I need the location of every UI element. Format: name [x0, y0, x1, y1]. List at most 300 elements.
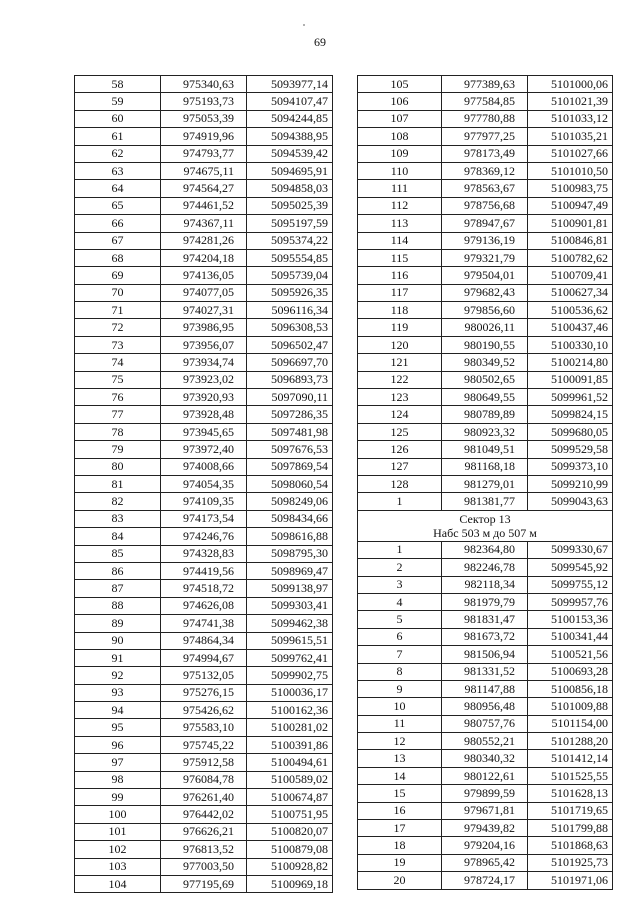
y-coordinate-cell: 5100969,18: [247, 875, 333, 892]
x-coordinate-cell: 974281,26: [161, 232, 247, 249]
y-coordinate-cell: 5095197,59: [247, 215, 333, 232]
y-coordinate-cell: 5100162,36: [247, 702, 333, 719]
x-coordinate-cell: 974367,11: [161, 215, 247, 232]
y-coordinate-cell: 5094107,47: [247, 93, 333, 110]
y-coordinate-cell: 5093977,14: [247, 76, 333, 93]
table-row: [358, 336, 613, 353]
point-number-cell: 73: [75, 336, 161, 353]
x-coordinate-cell: 973934,74: [161, 354, 247, 371]
x-coordinate-cell: 977780,88: [442, 110, 528, 127]
x-coordinate-cell: 980190,55: [442, 336, 528, 353]
x-coordinate-cell: 980757,76: [442, 715, 528, 732]
point-number-cell: 70: [75, 284, 161, 301]
table-row: [75, 319, 333, 336]
x-coordinate-cell: 974419,56: [161, 562, 247, 579]
x-coordinate-cell: 981979,79: [442, 593, 528, 610]
x-coordinate-cell: 974204,18: [161, 249, 247, 266]
y-coordinate-cell: 5101971,06: [528, 872, 613, 889]
table-row: [358, 354, 613, 371]
page-number: 69: [314, 35, 326, 49]
y-coordinate-cell: 5098249,06: [247, 493, 333, 510]
x-coordinate-cell: 980502,65: [442, 371, 528, 388]
table-row: [358, 680, 613, 697]
table-row: [75, 371, 333, 388]
x-coordinate-cell: 979899,59: [442, 785, 528, 802]
point-number-cell: 93: [75, 684, 161, 701]
x-coordinate-cell: 979204,16: [442, 837, 528, 854]
x-coordinate-cell: 973986,95: [161, 319, 247, 336]
y-coordinate-cell: 5099330,67: [528, 541, 613, 558]
point-number-cell: 75: [75, 371, 161, 388]
table-row: [358, 715, 613, 732]
point-number-cell: 59: [75, 93, 161, 110]
point-number-cell: 102: [75, 841, 161, 858]
table-row: [75, 719, 333, 736]
table-row: [358, 663, 613, 680]
point-number-cell: 115: [358, 249, 442, 266]
table-row: [358, 698, 613, 715]
y-coordinate-cell: 5098434,66: [247, 510, 333, 527]
x-coordinate-cell: 978563,67: [442, 180, 528, 197]
y-coordinate-cell: 5101021,39: [528, 93, 613, 110]
x-coordinate-cell: 975132,05: [161, 667, 247, 684]
scan-speck: [303, 24, 305, 26]
y-coordinate-cell: 5099961,52: [528, 389, 613, 406]
y-coordinate-cell: 5094388,95: [247, 128, 333, 145]
y-coordinate-cell: 5100901,81: [528, 215, 613, 232]
table-row: [75, 128, 333, 145]
x-coordinate-cell: 980789,89: [442, 406, 528, 423]
x-coordinate-cell: 974173,54: [161, 510, 247, 527]
point-number-cell: 99: [75, 789, 161, 806]
table-row: [75, 806, 333, 823]
table-row: [358, 128, 613, 145]
y-coordinate-cell: 5099545,92: [528, 559, 613, 576]
y-coordinate-cell: 5100153,36: [528, 611, 613, 628]
table-row: [75, 771, 333, 788]
point-number-cell: 9: [358, 680, 442, 697]
x-coordinate-cell: 976261,40: [161, 789, 247, 806]
point-number-cell: 14: [358, 767, 442, 784]
sector-header-cell: [358, 510, 613, 541]
point-number-cell: 1: [358, 493, 442, 510]
table-row: [75, 406, 333, 423]
y-coordinate-cell: 5094244,85: [247, 110, 333, 127]
point-number-cell: 126: [358, 441, 442, 458]
table-row: [75, 858, 333, 875]
y-coordinate-cell: 5100214,80: [528, 354, 613, 371]
point-number-cell: 116: [358, 267, 442, 284]
point-number-cell: 11: [358, 715, 442, 732]
y-coordinate-cell: 5099680,05: [528, 423, 613, 440]
point-number-cell: 69: [75, 267, 161, 284]
table-row: [358, 302, 613, 319]
x-coordinate-cell: 976084,78: [161, 771, 247, 788]
point-number-cell: 12: [358, 733, 442, 750]
point-number-cell: 17: [358, 820, 442, 837]
point-number-cell: 62: [75, 145, 161, 162]
y-coordinate-cell: 5095374,22: [247, 232, 333, 249]
x-coordinate-cell: 974109,35: [161, 493, 247, 510]
table-row: [358, 872, 613, 889]
y-coordinate-cell: 5101799,88: [528, 820, 613, 837]
point-number-cell: 97: [75, 754, 161, 771]
table-row: [75, 249, 333, 266]
y-coordinate-cell: 5098795,30: [247, 545, 333, 562]
x-coordinate-cell: 979682,43: [442, 284, 528, 301]
y-coordinate-cell: 5101010,50: [528, 162, 613, 179]
y-coordinate-cell: 5100782,62: [528, 249, 613, 266]
point-number-cell: 4: [358, 593, 442, 610]
point-number-cell: 120: [358, 336, 442, 353]
point-number-cell: 61: [75, 128, 161, 145]
table-row: [75, 493, 333, 510]
y-coordinate-cell: 5100983,75: [528, 180, 613, 197]
x-coordinate-cell: 981506,94: [442, 646, 528, 663]
table-row: [75, 110, 333, 127]
x-coordinate-cell: 980956,48: [442, 698, 528, 715]
x-coordinate-cell: 974675,11: [161, 162, 247, 179]
table-row: [358, 837, 613, 854]
point-number-cell: 92: [75, 667, 161, 684]
coordinates-table-left: [74, 75, 333, 893]
y-coordinate-cell: 5094539,42: [247, 145, 333, 162]
x-coordinate-cell: 981049,51: [442, 441, 528, 458]
table-row: [358, 423, 613, 440]
x-coordinate-cell: 974027,31: [161, 302, 247, 319]
point-number-cell: 79: [75, 441, 161, 458]
point-number-cell: 80: [75, 458, 161, 475]
y-coordinate-cell: 5100627,34: [528, 284, 613, 301]
point-number-cell: 58: [75, 76, 161, 93]
point-number-cell: 108: [358, 128, 442, 145]
table-row: [75, 823, 333, 840]
x-coordinate-cell: 973920,93: [161, 389, 247, 406]
y-coordinate-cell: 5100281,02: [247, 719, 333, 736]
table-row: [358, 854, 613, 871]
point-number-cell: 82: [75, 493, 161, 510]
x-coordinate-cell: 975276,15: [161, 684, 247, 701]
table-row: [75, 76, 333, 93]
table-row: [75, 441, 333, 458]
table-row: [75, 180, 333, 197]
table-row: [75, 423, 333, 440]
coordinates-table-right-body-top: [358, 76, 613, 511]
y-coordinate-cell: 5100751,95: [247, 806, 333, 823]
x-coordinate-cell: 978756,68: [442, 197, 528, 214]
x-coordinate-cell: 979439,82: [442, 820, 528, 837]
y-coordinate-cell: 5096308,53: [247, 319, 333, 336]
point-number-cell: 113: [358, 215, 442, 232]
x-coordinate-cell: 979671,81: [442, 802, 528, 819]
table-row: [358, 733, 613, 750]
y-coordinate-cell: 5097676,53: [247, 441, 333, 458]
x-coordinate-cell: 979136,19: [442, 232, 528, 249]
point-number-cell: 5: [358, 611, 442, 628]
table-row: [75, 197, 333, 214]
x-coordinate-cell: 974136,05: [161, 267, 247, 284]
x-coordinate-cell: 981331,52: [442, 663, 528, 680]
y-coordinate-cell: 5097869,54: [247, 458, 333, 475]
table-row: [75, 215, 333, 232]
x-coordinate-cell: 973928,48: [161, 406, 247, 423]
point-number-cell: 74: [75, 354, 161, 371]
x-coordinate-cell: 974919,96: [161, 128, 247, 145]
table-row: [358, 215, 613, 232]
x-coordinate-cell: 975912,58: [161, 754, 247, 771]
y-coordinate-cell: 5100846,81: [528, 232, 613, 249]
table-row: [358, 493, 613, 510]
table-row: [358, 593, 613, 610]
table-row: [75, 458, 333, 475]
point-number-cell: 3: [358, 576, 442, 593]
point-number-cell: 110: [358, 162, 442, 179]
point-number-cell: 6: [358, 628, 442, 645]
table-row: [75, 354, 333, 371]
table-row: [75, 875, 333, 892]
y-coordinate-cell: 5100091,85: [528, 371, 613, 388]
point-number-cell: 88: [75, 597, 161, 614]
point-number-cell: 77: [75, 406, 161, 423]
x-coordinate-cell: 974008,66: [161, 458, 247, 475]
x-coordinate-cell: 974564,27: [161, 180, 247, 197]
x-coordinate-cell: 976813,52: [161, 841, 247, 858]
y-coordinate-cell: 5100693,28: [528, 663, 613, 680]
point-number-cell: 19: [358, 854, 442, 871]
x-coordinate-cell: 982246,78: [442, 559, 528, 576]
point-number-cell: 65: [75, 197, 161, 214]
y-coordinate-cell: 5099902,75: [247, 667, 333, 684]
table-row: [75, 510, 333, 527]
table-row: [358, 249, 613, 266]
point-number-cell: 98: [75, 771, 161, 788]
table-row: [75, 302, 333, 319]
sector-subtitle: Набс 503 м до 507 м: [433, 525, 537, 540]
x-coordinate-cell: 976442,02: [161, 806, 247, 823]
y-coordinate-cell: 5095554,85: [247, 249, 333, 266]
point-number-cell: 89: [75, 615, 161, 632]
point-number-cell: 72: [75, 319, 161, 336]
y-coordinate-cell: 5101628,13: [528, 785, 613, 802]
table-row: [358, 820, 613, 837]
x-coordinate-cell: 979856,60: [442, 302, 528, 319]
y-coordinate-cell: 5099138,97: [247, 580, 333, 597]
x-coordinate-cell: 977003,50: [161, 858, 247, 875]
point-number-cell: 96: [75, 736, 161, 753]
point-number-cell: 117: [358, 284, 442, 301]
table-row: [75, 162, 333, 179]
table-row: [358, 284, 613, 301]
x-coordinate-cell: 973923,02: [161, 371, 247, 388]
table-row: [75, 336, 333, 353]
table-row: [358, 180, 613, 197]
x-coordinate-cell: 981147,88: [442, 680, 528, 697]
y-coordinate-cell: 5101525,55: [528, 767, 613, 784]
table-row: [358, 197, 613, 214]
point-number-cell: 128: [358, 475, 442, 492]
y-coordinate-cell: 5101027,66: [528, 145, 613, 162]
x-coordinate-cell: 974518,72: [161, 580, 247, 597]
table-row: [75, 684, 333, 701]
table-row: [75, 754, 333, 771]
x-coordinate-cell: 974864,34: [161, 632, 247, 649]
table-row: [75, 545, 333, 562]
x-coordinate-cell: 980122,61: [442, 767, 528, 784]
point-number-cell: 105: [358, 76, 442, 93]
point-number-cell: 15: [358, 785, 442, 802]
point-number-cell: 66: [75, 215, 161, 232]
x-coordinate-cell: 974077,05: [161, 284, 247, 301]
y-coordinate-cell: 5099373,10: [528, 458, 613, 475]
y-coordinate-cell: 5099824,15: [528, 406, 613, 423]
table-row: [75, 528, 333, 545]
x-coordinate-cell: 973956,07: [161, 336, 247, 353]
y-coordinate-cell: 5098060,54: [247, 475, 333, 492]
x-coordinate-cell: 977584,85: [442, 93, 528, 110]
point-number-cell: 67: [75, 232, 161, 249]
y-coordinate-cell: 5100947,49: [528, 197, 613, 214]
y-coordinate-cell: 5096116,34: [247, 302, 333, 319]
point-number-cell: 123: [358, 389, 442, 406]
y-coordinate-cell: 5101000,06: [528, 76, 613, 93]
y-coordinate-cell: 5095739,04: [247, 267, 333, 284]
table-row: [358, 406, 613, 423]
point-number-cell: 100: [75, 806, 161, 823]
table-row: [358, 389, 613, 406]
point-number-cell: 119: [358, 319, 442, 336]
y-coordinate-cell: 5100589,02: [247, 771, 333, 788]
x-coordinate-cell: 975193,73: [161, 93, 247, 110]
y-coordinate-cell: 5099303,41: [247, 597, 333, 614]
table-row: [358, 541, 613, 558]
point-number-cell: 1: [358, 541, 442, 558]
point-number-cell: 121: [358, 354, 442, 371]
x-coordinate-cell: 978965,42: [442, 854, 528, 871]
x-coordinate-cell: 980552,21: [442, 733, 528, 750]
y-coordinate-cell: 5101033,12: [528, 110, 613, 127]
x-coordinate-cell: 975340,63: [161, 76, 247, 93]
point-number-cell: 63: [75, 162, 161, 179]
table-row: [358, 475, 613, 492]
point-number-cell: 106: [358, 93, 442, 110]
y-coordinate-cell: 5100709,41: [528, 267, 613, 284]
point-number-cell: 91: [75, 649, 161, 666]
table-row: [358, 93, 613, 110]
point-number-cell: 86: [75, 562, 161, 579]
x-coordinate-cell: 981168,18: [442, 458, 528, 475]
table-row: [358, 785, 613, 802]
y-coordinate-cell: 5099755,12: [528, 576, 613, 593]
table-row: [75, 841, 333, 858]
point-number-cell: 85: [75, 545, 161, 562]
table-row: [358, 458, 613, 475]
x-coordinate-cell: 979504,01: [442, 267, 528, 284]
y-coordinate-cell: 5097481,98: [247, 423, 333, 440]
x-coordinate-cell: 980340,32: [442, 750, 528, 767]
y-coordinate-cell: 5099957,76: [528, 593, 613, 610]
x-coordinate-cell: 980349,52: [442, 354, 528, 371]
point-number-cell: 114: [358, 232, 442, 249]
point-number-cell: 109: [358, 145, 442, 162]
sector-title: Сектор 13: [459, 511, 511, 526]
point-number-cell: 78: [75, 423, 161, 440]
y-coordinate-cell: 5095025,39: [247, 197, 333, 214]
point-number-cell: 13: [358, 750, 442, 767]
table-row: [75, 267, 333, 284]
y-coordinate-cell: 5096697,70: [247, 354, 333, 371]
point-number-cell: 81: [75, 475, 161, 492]
table-row: [75, 632, 333, 649]
table-row: [358, 267, 613, 284]
point-number-cell: 71: [75, 302, 161, 319]
point-number-cell: 111: [358, 180, 442, 197]
x-coordinate-cell: 981831,47: [442, 611, 528, 628]
y-coordinate-cell: 5101868,63: [528, 837, 613, 854]
table-row: [358, 646, 613, 663]
y-coordinate-cell: 5100391,86: [247, 736, 333, 753]
y-coordinate-cell: 5099615,51: [247, 632, 333, 649]
x-coordinate-cell: 978724,17: [442, 872, 528, 889]
x-coordinate-cell: 977977,25: [442, 128, 528, 145]
y-coordinate-cell: 5099762,41: [247, 649, 333, 666]
y-coordinate-cell: 5100820,07: [247, 823, 333, 840]
table-row: [358, 371, 613, 388]
table-row: [358, 162, 613, 179]
y-coordinate-cell: 5100330,10: [528, 336, 613, 353]
y-coordinate-cell: 5100536,62: [528, 302, 613, 319]
x-coordinate-cell: 974793,77: [161, 145, 247, 162]
x-coordinate-cell: 974054,35: [161, 475, 247, 492]
y-coordinate-cell: 5095926,35: [247, 284, 333, 301]
table-row: [75, 667, 333, 684]
point-number-cell: 18: [358, 837, 442, 854]
point-number-cell: 124: [358, 406, 442, 423]
point-number-cell: 76: [75, 389, 161, 406]
point-number-cell: 2: [358, 559, 442, 576]
point-number-cell: 64: [75, 180, 161, 197]
x-coordinate-cell: 973972,40: [161, 441, 247, 458]
y-coordinate-cell: 5101154,00: [528, 715, 613, 732]
point-number-cell: 68: [75, 249, 161, 266]
point-number-cell: 10: [358, 698, 442, 715]
table-row: [358, 319, 613, 336]
point-number-cell: 112: [358, 197, 442, 214]
table-row: [358, 750, 613, 767]
y-coordinate-cell: 5101412,14: [528, 750, 613, 767]
y-coordinate-cell: 5094858,03: [247, 180, 333, 197]
x-coordinate-cell: 981673,72: [442, 628, 528, 645]
table-row: [75, 597, 333, 614]
table-row: [358, 76, 613, 93]
x-coordinate-cell: 974461,52: [161, 197, 247, 214]
table-row: [75, 649, 333, 666]
y-coordinate-cell: 5101719,65: [528, 802, 613, 819]
y-coordinate-cell: 5099462,38: [247, 615, 333, 632]
table-row: [75, 284, 333, 301]
table-row: [358, 110, 613, 127]
y-coordinate-cell: 5100879,08: [247, 841, 333, 858]
x-coordinate-cell: 982364,80: [442, 541, 528, 558]
table-row: [75, 93, 333, 110]
table-row: [75, 702, 333, 719]
y-coordinate-cell: 5098969,47: [247, 562, 333, 579]
x-coordinate-cell: 975583,10: [161, 719, 247, 736]
table-row: [75, 475, 333, 492]
table-row: [358, 576, 613, 593]
table-row: [358, 611, 613, 628]
point-number-cell: 20: [358, 872, 442, 889]
x-coordinate-cell: 975053,39: [161, 110, 247, 127]
